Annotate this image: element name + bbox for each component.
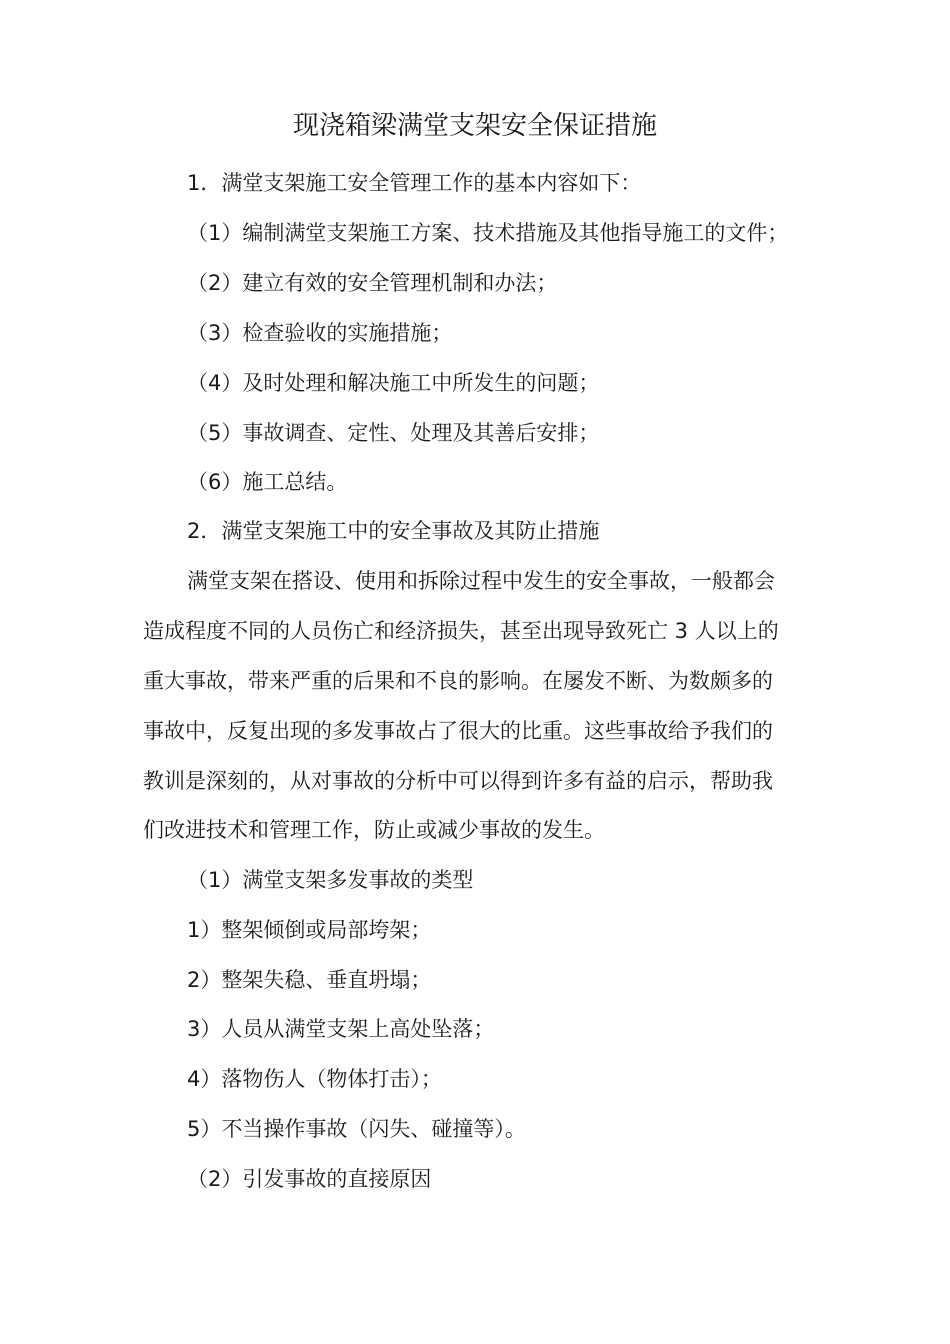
list-item: 3）人员从满堂支架上高处坠落； [187, 1017, 495, 1041]
section-heading-2: 2．满堂支架施工中的安全事故及其防止措施 [187, 519, 600, 543]
subsection-heading: （2）引发事故的直接原因 [187, 1167, 432, 1191]
list-item: （1）编制满堂支架施工方案、技术措施及其他指导施工的文件； [187, 221, 789, 245]
subsection-heading: （1）满堂支架多发事故的类型 [187, 868, 474, 892]
list-item: 1）整架倾倒或局部垮架； [187, 918, 432, 942]
list-item: （3）检查验收的实施措施； [187, 321, 453, 345]
list-item: （4）及时处理和解决施工中所发生的问题； [187, 371, 600, 395]
paragraph-line: 事故中，反复出现的多发事故占了很大的比重。这些事故给予我们的 [143, 719, 773, 743]
list-item: （5）事故调查、定性、处理及其善后安排； [187, 421, 600, 445]
list-item: 4）落物伤人（物体打击）； [187, 1067, 442, 1091]
document-title: 现浇箱梁满堂支架安全保证措施 [292, 111, 657, 141]
list-item: （6）施工总结。 [187, 470, 348, 494]
list-item: （2）建立有效的安全管理机制和办法； [187, 271, 558, 295]
section-heading-1: 1．满堂支架施工安全管理工作的基本内容如下： [187, 171, 642, 195]
paragraph-line: 重大事故，带来严重的后果和不良的影响。在屡发不断、为数颇多的 [143, 669, 773, 693]
paragraph-line: 们改进技术和管理工作，防止或减少事故的发生。 [143, 818, 605, 842]
paragraph-line: 满堂支架在搭设、使用和拆除过程中发生的安全事故，一般都会 [187, 569, 775, 593]
paragraph-line: 造成程度不同的人员伤亡和经济损失，甚至出现导致死亡 3 人以上的 [143, 619, 779, 643]
list-item: 5）不当操作事故（闪失、碰撞等）。 [187, 1117, 526, 1141]
list-item: 2）整架失稳、垂直坍塌； [187, 968, 432, 992]
paragraph-line: 教训是深刻的，从对事故的分析中可以得到许多有益的启示，帮助我 [143, 769, 773, 793]
